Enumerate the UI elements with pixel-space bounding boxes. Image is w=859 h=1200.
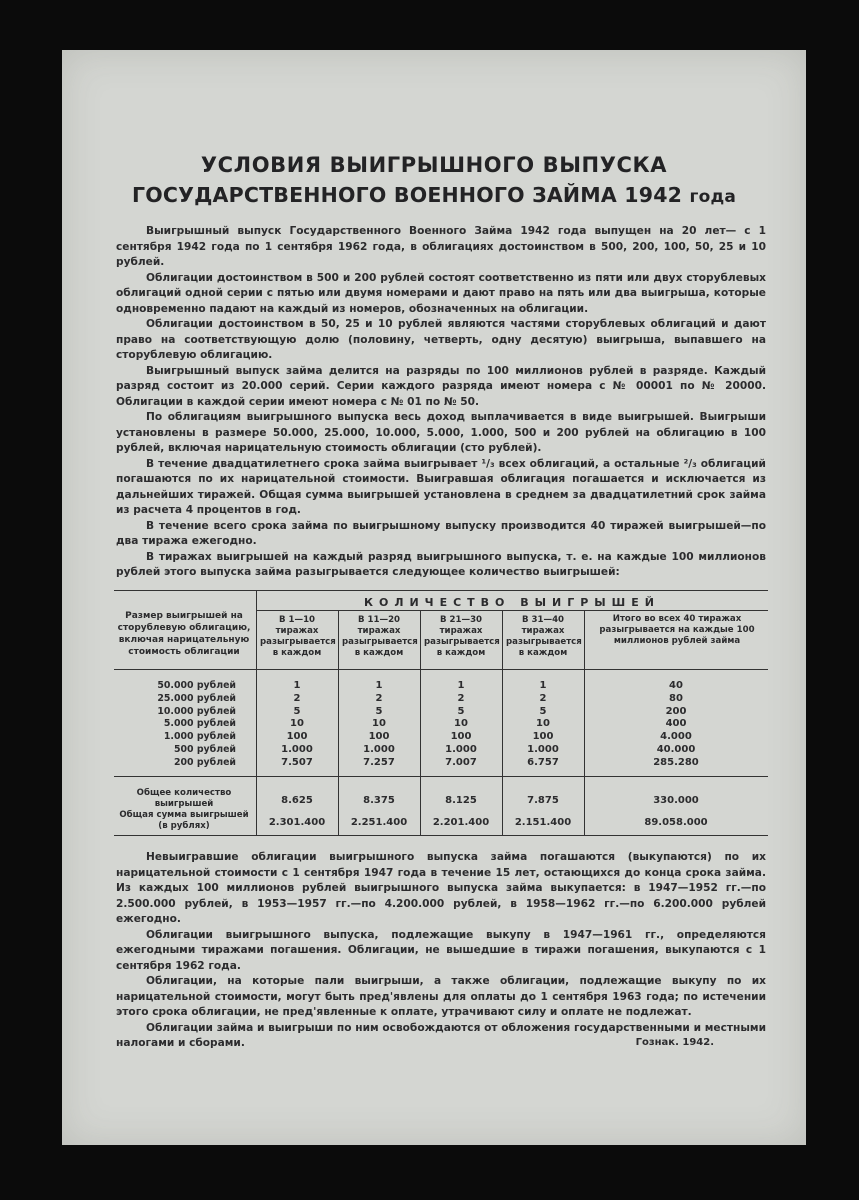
- table-row-label: 50.000 рублей: [157, 680, 236, 691]
- table-header-col: В 11—20 тиражах разыгрывается в каждом: [342, 615, 418, 658]
- table-cell: 400: [665, 718, 687, 730]
- table-cell: 10: [372, 718, 386, 730]
- table-cell: 1.000: [527, 744, 559, 755]
- document-sheet: [62, 50, 806, 1145]
- table-cell: 1: [457, 680, 465, 691]
- paragraph: В тиражах выигрышей на каждый разряд выигрышного выпуска, т. е. на каждые 100 миллионов рублей этого выпуска займа разыгрывается следующее количество выигрышей:: [116, 550, 766, 578]
- table-cell: 2: [457, 692, 465, 704]
- table-cell: 7.507: [281, 756, 313, 768]
- table-cell: 40.000: [656, 744, 696, 755]
- table-cell: 7.007: [445, 756, 477, 768]
- table-cell: 10: [290, 718, 304, 730]
- title-line-2: [62, 183, 806, 207]
- table-total-cell: 7.875: [527, 795, 559, 806]
- table-header-col: В 1—10 тиражах разыгрывается в каждом: [260, 615, 336, 658]
- paragraph: Облигации выигрышного выпуска, подлежащие выкупу в 1947—1961 гг., определяются ежегодными тиражами погашения. Облигации, не вышедшие в тиражи погашения, выкупаются с 1 сентября 1962 года.: [116, 928, 766, 972]
- table-cell: 5: [457, 705, 465, 717]
- table-header-group: КОЛИЧЕСТВО ВЫИГРЫШЕЙ: [364, 596, 660, 609]
- table-row-label: 1.000 рублей: [163, 731, 236, 743]
- table-cell: 2: [293, 692, 301, 704]
- table-rule: [114, 669, 768, 670]
- table-row-label: 10.000 рублей: [157, 705, 236, 717]
- paragraph: В течение двадцатилетнего срока займа выигрывает ¹/₃ всех облигаций, а остальные ²/₃ облигаций погашаются по их нарицательной стоимости. Выигравшая облигация погашается и исключается из дальнейших тиражей. Общая сумма выигрышей установлена в среднем за двадцатилетний срок займа из расчета 4 процентов в год.: [116, 457, 766, 516]
- table-header-col: В 21—30 тиражах разыгрывается в каждом: [424, 615, 500, 658]
- table-cell: 1: [375, 680, 383, 691]
- table-total-label: Общая сумма выигрышей (в рублях): [119, 810, 249, 831]
- paragraph: Облигации, на которые пали выигрыши, а также облигации, подлежащие выкупу по их нарицательной стоимости, могут быть пред'явлены для оплаты до 1 сентября 1963 года; по истечении этого срока облигации, не пред'явленные к оплате, утрачивают силу и оплате не подлежат.: [116, 975, 766, 1018]
- table-cell: 5: [375, 705, 383, 717]
- table-cell: 1.000: [281, 744, 313, 755]
- table-total-cell: 330.000: [653, 795, 699, 806]
- table-row-label: 25.000 рублей: [157, 692, 236, 704]
- paragraph: По облигациям выигрышного выпуска весь доход выплачивается в виде выигрышей. Выигрыши установлены в размере 50.000, 25.000, 10.000, 5.000, 1.000, 500 и 200 рублей на облигацию в 100 рублей, включая нарицательную стоимость облигации (сто рублей).: [116, 411, 766, 454]
- table-total-cell: 2.251.400: [350, 817, 408, 828]
- table-rule: [584, 610, 585, 835]
- table-cell: 285.280: [653, 756, 699, 768]
- table-cell: 2: [539, 692, 547, 704]
- table-total-cell: 2.151.400: [514, 817, 572, 828]
- table-header-size: Размер выигрышей на сторублевую облигацию, включая нарицательную стоимость облигации: [117, 611, 251, 657]
- table-cell: 100: [450, 731, 472, 743]
- conditions-text-bottom: [116, 850, 766, 1052]
- table-total-cell: 8.125: [445, 795, 477, 806]
- table-cell: 4.000: [660, 731, 692, 743]
- table-total-cell: 89.058.000: [644, 817, 708, 828]
- table-cell: 5: [539, 705, 547, 717]
- table-cell: 10: [536, 718, 550, 730]
- table-cell: 100: [286, 731, 308, 743]
- table-total-cell: 2.201.400: [432, 817, 490, 828]
- winnings-table: [114, 590, 768, 840]
- table-row-label: 500 рублей: [174, 744, 236, 755]
- table-cell: 7.257: [363, 756, 395, 768]
- title-line-2-suffix: года: [689, 187, 737, 207]
- paragraph: Невыигравшие облигации выигрышного выпуска займа погашаются (выкупаются) по их нарицательной стоимости с 1 сентября 1947 года в течение 15 лет, остающихся до конца срока займа. Из каждых 100 миллионов рублей выигрышного выпуска займа выкупается: в 1947—1952 гг.—по 2.500.000 рублей, в 1953—1957 гг.—по 4.200.000 рублей, в 1958—1962 гг.—по 6.200.000 рублей ежегодно.: [116, 851, 766, 925]
- table-rule: [114, 776, 768, 777]
- conditions-text-top: [116, 224, 766, 581]
- table-row-label: 200 рублей: [174, 756, 236, 768]
- table-cell: 2: [375, 692, 383, 704]
- title-line-2-main: ГОСУДАРСТВЕННОГО ВОЕННОГО ЗАЙМА 1942: [131, 183, 683, 207]
- table-cell: 100: [532, 731, 554, 743]
- table-cell: 100: [368, 731, 390, 743]
- paragraph: Выигрышный выпуск Государственного Военного Займа 1942 года выпущен на 20 лет— с 1 сентября 1942 года по 1 сентября 1962 года, в облигациях достоинством в 500, 200, 100, 50, 25 и 10 рублей.: [116, 225, 766, 268]
- table-cell: 200: [665, 705, 687, 717]
- table-rule: [114, 590, 768, 591]
- table-cell: 1: [539, 680, 547, 691]
- table-cell: 1.000: [445, 744, 477, 755]
- paragraph: Выигрышный выпуск займа делится на разряды по 100 миллионов рублей в разряде. Каждый разряд состоит из 20.000 серий. Серии каждого разряда имеют номера с № 00001 по № 20000. Облигации в каждой серии имеют номера с № 01 по № 50.: [116, 364, 766, 408]
- table-header-col: Итого во всех 40 тиражах разыгрывается на каждые 100 миллионов рублей займа: [599, 614, 755, 646]
- table-total-cell: 8.625: [281, 795, 313, 806]
- title-line-1: УСЛОВИЯ ВЫИГРЫШНОГО ВЫПУСКА: [200, 153, 668, 177]
- paragraph: Облигации достоинством в 50, 25 и 10 рублей являются частями сторублевых облигаций и дают право на соответствующую долю (половину, четверть, одну десятую) выигрыша, выпавшего на сторублевую облигацию.: [116, 318, 766, 361]
- table-cell: 5: [293, 705, 301, 717]
- paragraph: Облигации займа и выигрыши по ним освобождаются от обложения государственными и местными налогами и сборами.: [116, 1021, 766, 1049]
- paragraph: В течение всего срока займа по выигрышному выпуску производится 40 тиражей выигрышей—по два тиража ежегодно.: [116, 519, 766, 547]
- table-total-label: Общее количество выигрышей: [136, 788, 232, 809]
- paragraph: Облигации достоинством в 500 и 200 рублей состоят соответственно из пяти или двух сторублевых облигаций одной серии с пятью или двумя номерами и дают право на пять или два выигрыша, которые одновременно падают на каждый из номеров, обозначенных на облигации.: [116, 271, 766, 315]
- table-cell: 1.000: [363, 744, 395, 755]
- table-cell: 80: [669, 692, 683, 704]
- table-total-cell: 2.301.400: [268, 817, 326, 828]
- table-total-cell: 8.375: [363, 795, 395, 806]
- table-cell: 1: [293, 680, 301, 691]
- table-rule: [114, 835, 768, 836]
- table-rule: [256, 610, 768, 611]
- printer-imprint: Гознак. 1942.: [635, 1037, 714, 1048]
- table-row-label: 5.000 рублей: [163, 718, 236, 730]
- table-cell: 40: [669, 680, 683, 691]
- table-header-col: В 31—40 тиражах разыгрывается в каждом: [506, 615, 582, 658]
- table-cell: 10: [454, 718, 468, 730]
- table-cell: 6.757: [527, 756, 559, 768]
